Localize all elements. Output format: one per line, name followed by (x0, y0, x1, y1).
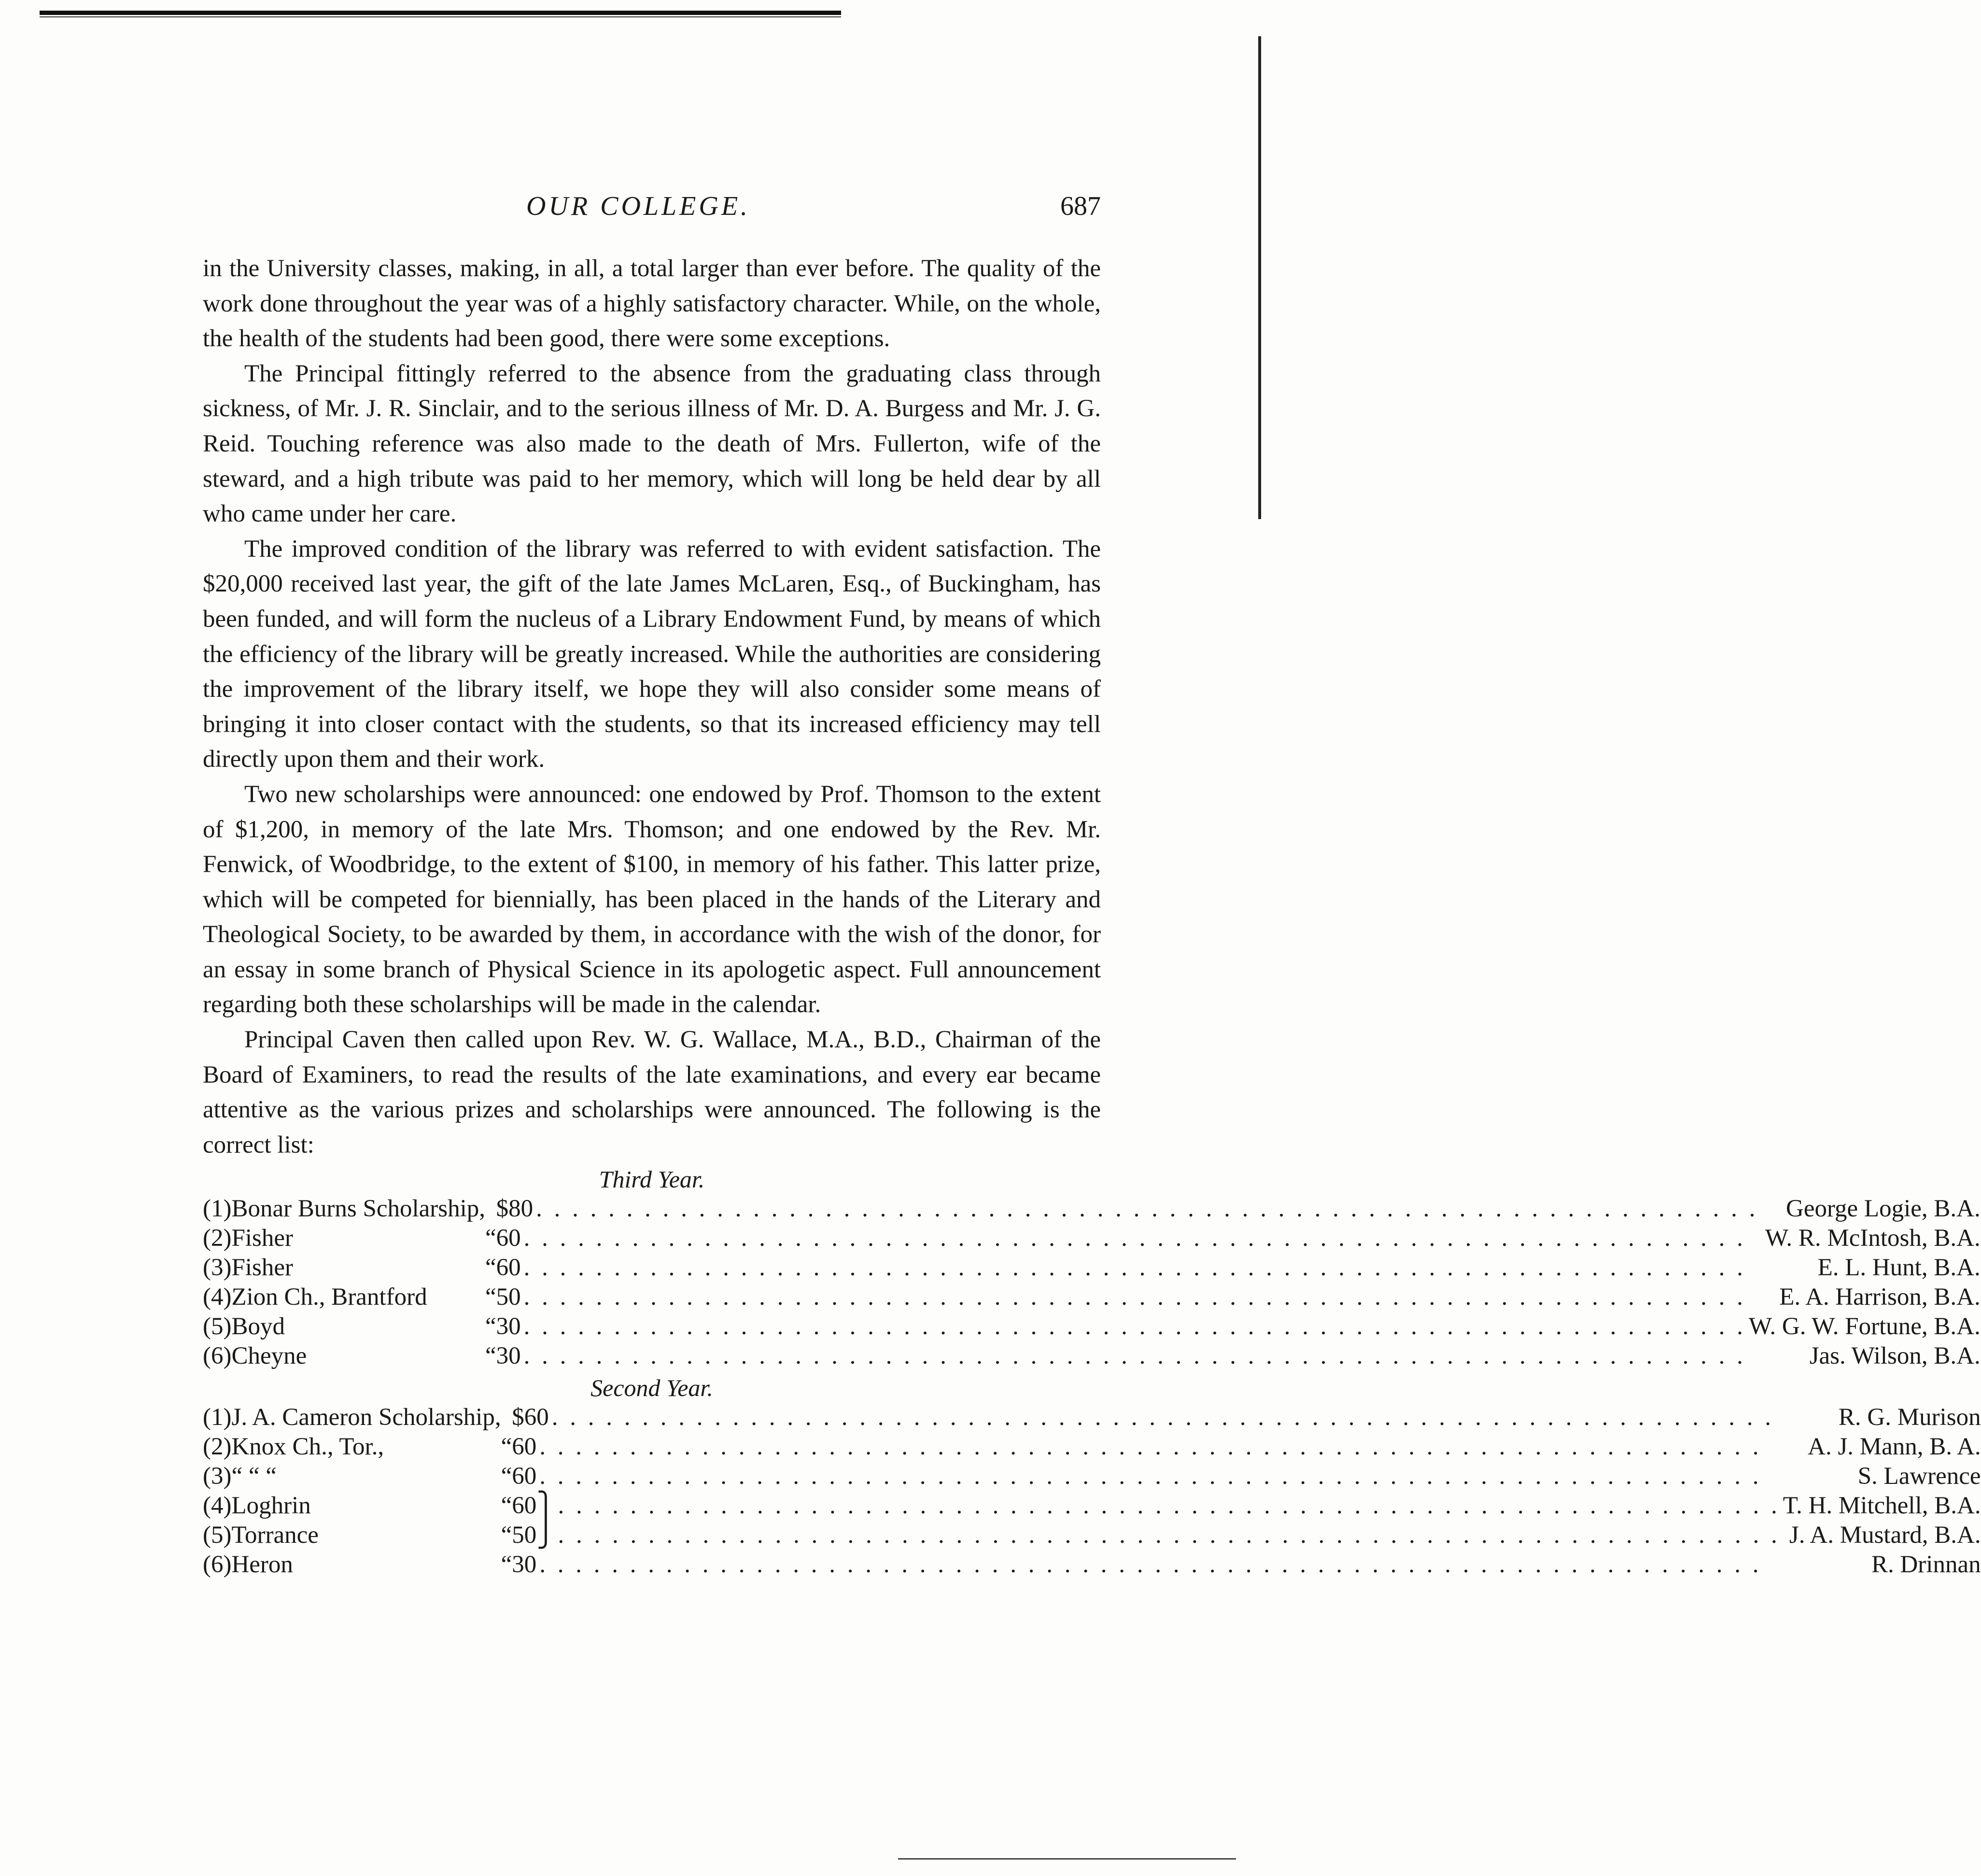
row-number: (5) (203, 1313, 232, 1340)
scholarship-amount: 60 (512, 1463, 537, 1490)
ditto-mark: “ (501, 1463, 512, 1490)
page-header (203, 191, 1101, 229)
second-year-table (203, 1403, 1981, 1580)
dot-leader (558, 1521, 1786, 1550)
top-rule (40, 11, 841, 15)
table-row (203, 1403, 1981, 1432)
scholarship-amount: 30 (496, 1313, 521, 1340)
recipient-name: George Logie, B.A. (1786, 1195, 1981, 1223)
dot-leader (552, 1403, 1836, 1432)
scholarship-amount: $60 (512, 1404, 549, 1431)
ditto-mark: “ (485, 1342, 496, 1370)
ditto-mark: “ (485, 1313, 496, 1340)
dot-leader-line (512, 1462, 1981, 1491)
scholarship-name: Torrance (231, 1522, 319, 1549)
ditto-mark: “ (485, 1225, 496, 1252)
scholarship-amount: 60 (496, 1254, 521, 1282)
dot-leader-line (496, 1253, 1981, 1283)
dot-leader-line (512, 1432, 1981, 1462)
dot-leader (524, 1312, 1746, 1341)
table-row (203, 1224, 1981, 1253)
dot-leader-line (512, 1550, 1981, 1580)
scholarship-amount: 30 (496, 1342, 521, 1370)
table-row (203, 1194, 1981, 1224)
scholarship-name: Fisher (231, 1254, 293, 1282)
ditto-mark: “ (501, 1522, 512, 1549)
row-number: (6) (203, 1342, 232, 1370)
ditto-mark: “ (485, 1284, 496, 1311)
dot-leader-line (496, 1224, 1981, 1253)
amount-and-recipient (496, 1341, 1981, 1371)
ditto-mark: “ (501, 1492, 512, 1520)
third-year-table (203, 1194, 1981, 1371)
ditto-mark (501, 1403, 512, 1432)
paragraph-4: Two new scholarships were announced: one endowed by Prof. Thomson to the extent of $1,200, in memory of the late Mrs. Thomson; and one endowed by the Rev. Mr. Fenwick, of Woodbridge, to the extent of $100, in memory of his father. This latter prize, which will be competed for biennially, has been placed in the hands of the Literary and Theological Society, to be awarded by them, in accordance with the wish of the donor, for an essay in some branch of Physical Science in its apologetic aspect. Full announcement regarding both these scholarships will be made in the calendar. (203, 780, 1101, 1018)
recipient-name: E. L. Hunt, B.A. (1817, 1254, 1981, 1282)
recipient-name: J. A. Mustard, B.A. (1789, 1522, 1981, 1549)
paragraph-1: in the University classes, making, in all, a total larger than ever before. The quality of the work done throughout the year was of a highly satisfactory character. While, on the whole, the health of the students had been good, there were some exceptions. (203, 255, 1101, 353)
dot-leader (524, 1253, 1815, 1283)
paragraph-3: The improved condition of the library was referred to with evident satisfaction. The $20,000 received last year, the gift of the late James McLaren, Esq., of Buckingham, has been funded, and will form the nucleus of a Library Endowment Fund, by means of which the efficiency of the library will be greatly increased. While the authorities are considering the improvement of the library itself, we hope they will also consider some means of bringing it into closer contact with the students, so that its increased efficiency may tell directly upon them and their work. (203, 535, 1101, 773)
row-number: (5) (203, 1522, 232, 1549)
dot-leader (558, 1491, 1780, 1521)
table-row (203, 1521, 1981, 1550)
table-row (203, 1341, 1981, 1371)
dot-leader-line (496, 1312, 1981, 1341)
paragraph-5: Principal Caven then called upon Rev. W. G. Wallace, M.A., B.D., Chairman of the Board of Examiners, to read the results of the late examinations, and every ear became attentive as the various prizes and scholarships were announced. The following is the correct list: (203, 1026, 1101, 1158)
row-number: (3) (203, 1463, 232, 1490)
scholarship-amount: $80 (496, 1195, 534, 1223)
dot-leader (524, 1224, 1762, 1253)
dot-leader (539, 1432, 1805, 1462)
recipient-name: A. J. Mann, B. A. (1808, 1433, 1981, 1461)
bottom-rule (898, 1858, 1236, 1860)
amount-and-recipient (512, 1462, 1981, 1491)
scholarship-name: Bonar Burns Scholarship, (231, 1195, 486, 1223)
row-number: (1) (203, 1195, 232, 1223)
recipient-name: T. H. Mitchell, B.A. (1783, 1492, 1981, 1520)
dot-leader (536, 1194, 1783, 1224)
dot-leader (539, 1462, 1855, 1491)
table-row (203, 1253, 1981, 1283)
scholarship-amount: 60 (512, 1433, 537, 1461)
amount-and-recipient (496, 1312, 1981, 1341)
amount-and-recipient (512, 1432, 1981, 1462)
dot-leader (539, 1550, 1869, 1580)
row-number: (2) (203, 1225, 232, 1252)
dot-leader (524, 1283, 1777, 1312)
amount-and-recipient (496, 1253, 1981, 1283)
row-number: (6) (203, 1551, 232, 1579)
scholarship-name: Zion Ch., Brantford (231, 1284, 427, 1311)
scholarship-name: “ “ “ (231, 1463, 277, 1490)
dot-leader-line (496, 1194, 1981, 1224)
top-rule-thin (40, 16, 841, 17)
scholarship-amount: 50⎭ (512, 1522, 555, 1549)
second-year-heading: Second Year. (590, 1374, 713, 1402)
running-title: OUR COLLEGE. (526, 191, 751, 221)
recipient-name: W. G. W. Fortune, B.A. (1748, 1313, 1981, 1340)
scholarship-amount: 30 (512, 1551, 537, 1579)
row-number: (1) (203, 1404, 232, 1431)
table-row (203, 1462, 1981, 1491)
scholarship-amount: 60 (496, 1225, 521, 1252)
scholarship-name: Loghrin (231, 1492, 311, 1520)
row-number: (4) (203, 1284, 232, 1311)
recipient-name: E. A. Harrison, B.A. (1779, 1284, 1981, 1311)
scholarship-amount: 50 (496, 1284, 521, 1311)
amount-and-recipient (512, 1550, 1981, 1580)
ditto-mark: “ (501, 1551, 512, 1579)
scholarship-name: Boyd (231, 1313, 285, 1340)
page-number: 687 (1060, 191, 1101, 221)
ditto-mark (485, 1194, 496, 1224)
amount-and-recipient (512, 1403, 1981, 1432)
table-row (203, 1283, 1981, 1312)
amount-and-recipient (512, 1491, 1981, 1521)
table-row (203, 1550, 1981, 1580)
scholarship-name: Fisher (231, 1225, 293, 1252)
amount-and-recipient (512, 1521, 1981, 1550)
amount-and-recipient (496, 1283, 1981, 1312)
row-number: (2) (203, 1433, 232, 1461)
paragraph-2: The Principal fittingly referred to the absence from the graduating class through sickness, of Mr. J. R. Sinclair, and to the serious illness of Mr. D. A. Burgess and Mr. J. G. Reid. Touching reference was also made to the death of Mrs. Fullerton, wife of the steward, and a high tribute was paid to her memory, which will long be held dear by all who came under her care. (203, 360, 1101, 528)
scholarship-name: J. A. Cameron Scholarship, (231, 1404, 501, 1431)
table-row (203, 1312, 1981, 1341)
dot-leader-line (496, 1341, 1981, 1371)
scholarship-name: Cheyne (231, 1342, 307, 1370)
dot-leader-line (512, 1491, 1981, 1521)
dot-leader-line (496, 1283, 1981, 1312)
scholarship-name: Heron (231, 1551, 293, 1579)
ditto-mark: “ (485, 1254, 496, 1282)
amount-and-recipient (496, 1224, 1981, 1253)
page-edge-rule (1258, 36, 1261, 519)
row-number: (4) (203, 1492, 232, 1520)
page-body (203, 251, 1981, 1580)
recipient-name: Jas. Wilson, B.A. (1809, 1342, 1981, 1370)
third-year-heading: Third Year. (599, 1166, 705, 1193)
scholarship-name: Knox Ch., Tor., (231, 1433, 384, 1461)
recipient-name: R. Drinnan (1871, 1551, 1981, 1579)
dot-leader-line (512, 1403, 1981, 1432)
table-row (203, 1432, 1981, 1462)
scholarship-amount: 60⎫ (512, 1492, 555, 1520)
recipient-name: R. G. Murison (1838, 1404, 1981, 1431)
recipient-name: W. R. McIntosh, B.A. (1765, 1225, 1981, 1252)
dot-leader-line (512, 1521, 1981, 1550)
amount-and-recipient (496, 1194, 1981, 1224)
ditto-mark: “ (501, 1433, 512, 1461)
recipient-name: S. Lawrence (1857, 1463, 1981, 1490)
table-row (203, 1491, 1981, 1521)
row-number: (3) (203, 1254, 232, 1282)
dot-leader (524, 1341, 1807, 1371)
